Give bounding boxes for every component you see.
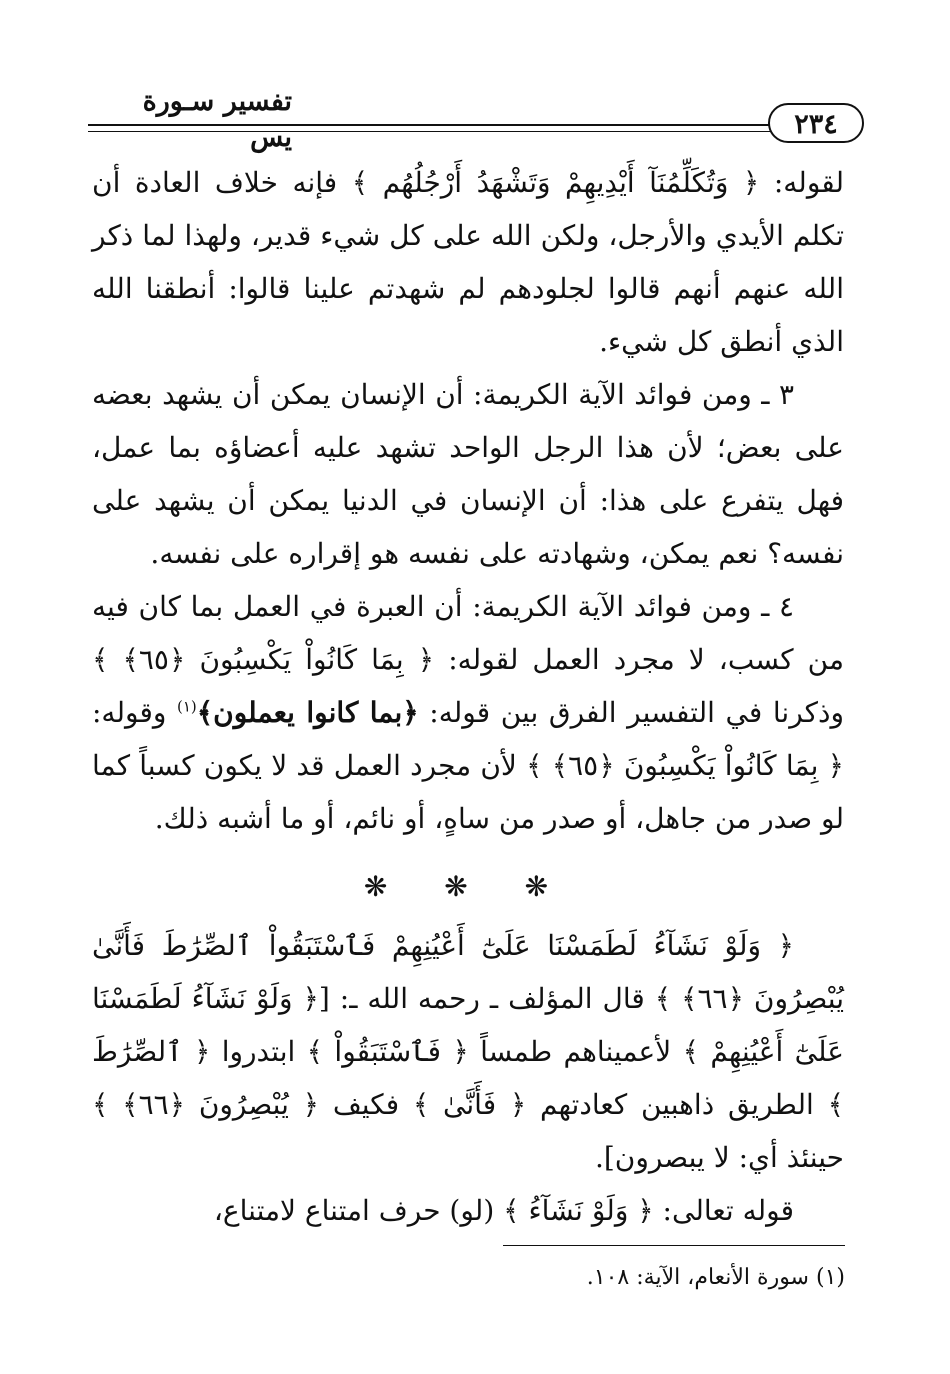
body-text [92, 156, 844, 1237]
header-rule-thin [88, 131, 848, 132]
footnote-rule [503, 1245, 845, 1246]
paragraph-3-bold-quote: ﴿بما كانوا يعملون﴾ [196, 696, 419, 729]
paragraph-3 [92, 580, 844, 845]
paragraph-3-part-b: وقوله: ﴿ بِمَا كَانُواْ يَكْسِبُونَ ﴿٦٥﴾ ﴾ لأن مجرد العمل قد لا يكون كسباً كما لو صدر من جاهل، أو صدر من ساهٍ، أو نائم، أو ما أشبه ذلك. [92, 696, 844, 835]
page-number: ٢٣٤ [768, 103, 864, 143]
footnote-marker: (١) [176, 697, 197, 716]
paragraph-5: قوله تعالى: ﴿ وَلَوْ نَشَآءُ ﴾ (لو) حرف امتناع لامتناع، [213, 1194, 794, 1227]
paragraph-4: ﴿ وَلَوْ نَشَآءُ لَطَمَسْنَا عَلَىٰٓ أَعْيُنِهِمْ فَٱسْتَبَقُواْ ٱلصِّرَٰطَ فَأَنَّىٰ يُبْصِرُونَ ﴿٦٦﴾ ﴾ قال المؤلف ـ رحمه الله ـ: [﴿ وَلَوْ نَشَآءُ لَطَمَسْنَا عَلَىٰٓ أَعْيُنِهِمْ ﴾ لأعميناهم طمساً ﴿ فَٱسْتَبَقُواْ ﴾ ابتدروا ﴿ ٱلصِّرَٰطَ ﴾ الطريق ذاهبين كعادتهم ﴿ فَأَنَّىٰ ﴾ فكيف ﴿ يُبْصِرُونَ ﴿٦٦﴾ ﴾ حينئذ أي: لا يبصرون]. [92, 929, 844, 1174]
running-title: تفسير سـورة يس [142, 86, 292, 153]
paragraph-2: ٣ ـ ومن فوائد الآية الكريمة: أن الإنسان يمكن أن يشهد بعضه على بعض؛ لأن هذا الرجل الواحد تشهد عليه أعضاؤه بما عمل، فهل يتفرع على هذا: أن الإنسان في الدنيا يمكن أن يشهد على نفسه؟ نعم يمكن، وشهادته على نفسه هو إقراره على نفسه. [92, 378, 844, 570]
paragraph-1: لقوله: ﴿ وَتُكَلِّمُنَآ أَيْدِيهِمْ وَتَشْهَدُ أَرْجُلُهُم ﴾ فإنه خلاف العادة أن تكلم الأيدي والأرجل، ولكن الله على كل شيء قدير، ولهذا لما ذكر الله عنهم أنهم قالوا لجلودهم لم شهدتم علينا قالوا: أنطقنا الله الذي أنطق كل شيء. [92, 166, 844, 358]
footnote: (١) سورة الأنعام، الآية: ١٠٨. [586, 1265, 845, 1290]
header-rule [88, 124, 848, 126]
paragraph-3-part-a: ٤ ـ ومن فوائد الآية الكريمة: أن العبرة في العمل بما كان فيه من كسب، لا مجرد العمل لقوله: ﴿ بِمَا كَانُواْ يَكْسِبُونَ ﴿٦٥﴾ ﴾ وذكرنا في التفسير الفرق بين قوله: [92, 590, 844, 729]
section-separator-stars: ❋ ❋ ❋ [363, 870, 573, 903]
